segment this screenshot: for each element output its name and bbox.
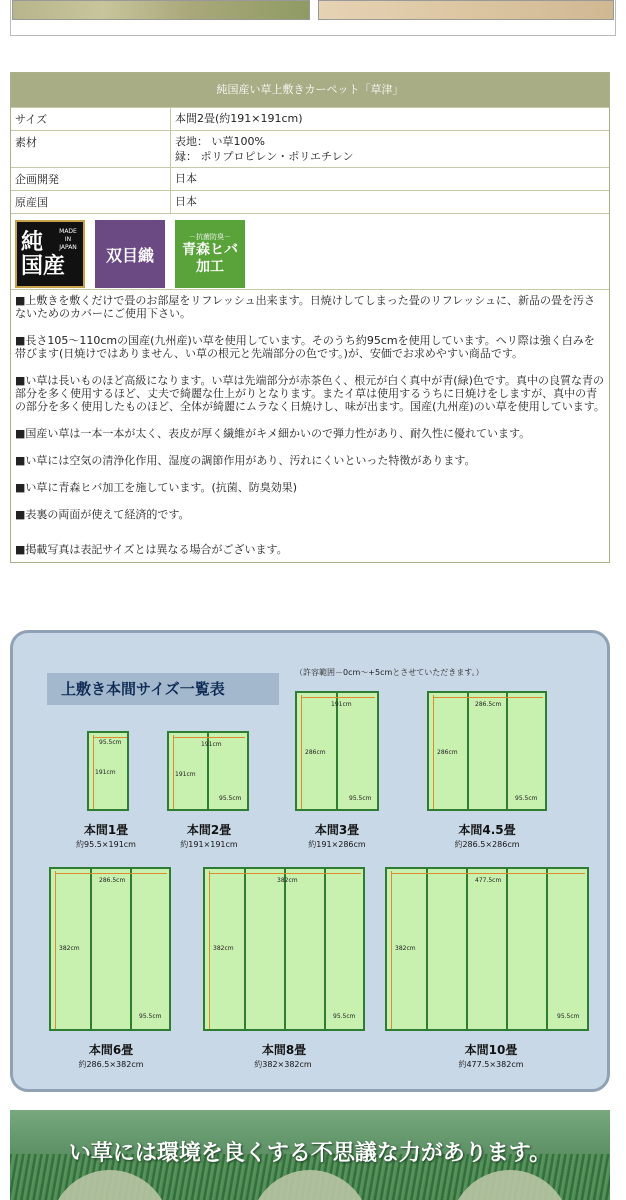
spec-value: 本間2畳(約191×191cm) xyxy=(175,112,303,125)
spec-row-origin xyxy=(11,190,609,213)
dim-arrow xyxy=(55,871,56,1029)
dim-side: 382cm xyxy=(213,945,234,952)
top-photo-strip xyxy=(10,0,616,36)
mat-name: 本間10畳 xyxy=(464,1043,518,1057)
dim-arrow xyxy=(93,737,127,738)
spec-value: 日本 xyxy=(175,195,197,208)
igusa-banner xyxy=(10,1110,610,1200)
description xyxy=(11,289,609,562)
dim-side: 382cm xyxy=(59,945,80,952)
made-in-japan-badge xyxy=(15,220,85,288)
mat-name: 本間3畳 xyxy=(314,823,360,837)
mat-4-5jo xyxy=(427,691,547,811)
material-edge: 縁： ポリプロピレン・ポリエチレン xyxy=(175,150,354,163)
dim-bottom: 95.5cm xyxy=(333,1013,356,1020)
dim-side: 382cm xyxy=(395,945,416,952)
dim-arrow xyxy=(55,873,167,874)
dim-top: 477.5cm xyxy=(475,877,502,884)
mat-seam xyxy=(244,869,246,1029)
mat-size: 約286.5×286cm xyxy=(454,840,520,849)
mat-name: 本間4.5畳 xyxy=(458,823,516,837)
badge-hiba-line1: 青森ヒバ xyxy=(182,242,238,258)
dim-top: 286.5cm xyxy=(475,701,502,708)
spec-value: 日本 xyxy=(175,172,197,185)
mat-size: 約286.5×382cm xyxy=(78,1060,144,1069)
desc-paragraph: ■掲載写真は表記サイズとは異なる場合がございます。 xyxy=(15,543,288,556)
dim-side: 286cm xyxy=(437,749,458,756)
mat-name: 本間2畳 xyxy=(186,823,232,837)
dim-bottom: 95.5cm xyxy=(139,1013,162,1020)
badge-row xyxy=(11,213,609,289)
mat-name: 本間8畳 xyxy=(261,1043,307,1057)
desc-paragraph: ■い草は長いものほど高級になります。い草は先端部分が赤茶色く、根元が白く真中が青(緑)色です。真中の良質な青の部分を多く使用するほど、丈夫で綺麗な仕上がりとなります。またイ草は使用するうちに日焼けをしますが、真中の青の部分を多く使用したものほど、全体が綺麗にムラなく日焼けし、味が出ます。国産(九州産)のい草を使用しています。 xyxy=(15,374,605,413)
dim-side: 286cm xyxy=(305,749,326,756)
spec-key: 原産国 xyxy=(11,191,171,213)
dim-arrow xyxy=(301,697,375,698)
dim-arrow xyxy=(173,737,245,738)
dim-side: 191cm xyxy=(175,771,196,778)
mat-size: 約95.5×191cm xyxy=(76,840,136,849)
dim-arrow xyxy=(209,873,361,874)
mat-seam xyxy=(90,869,92,1029)
dim-height: 191cm xyxy=(95,769,116,776)
dim-arrow xyxy=(391,873,585,874)
mat-name: 本間1畳 xyxy=(83,823,129,837)
dim-arrow xyxy=(391,871,392,1029)
mat-size: 約191×286cm xyxy=(308,840,366,849)
spec-row-planning xyxy=(11,167,609,190)
badge-made-in-japan: MADE IN JAPAN xyxy=(59,228,77,251)
badge-hiba-line2: 加工 xyxy=(196,259,224,275)
hiba-treatment-badge xyxy=(175,220,245,288)
dim-arrow xyxy=(173,735,174,809)
photo-frame xyxy=(10,0,616,36)
dim-bottom: 95.5cm xyxy=(515,795,538,802)
mat-size: 約477.5×382cm xyxy=(458,1060,524,1069)
mat-10jo xyxy=(385,867,589,1031)
mat-3jo xyxy=(295,691,379,811)
mat-2jo xyxy=(167,731,249,811)
desc-paragraph: ■表裏の両面が使えて経済的です。 xyxy=(15,508,190,521)
dim-arrow xyxy=(93,735,94,809)
desc-paragraph: ■い草に青森ヒバ加工を施しています。(抗菌、防臭効果) xyxy=(15,481,298,494)
material-face: 表地： い草100% xyxy=(175,135,265,148)
size-chart-panel xyxy=(10,630,610,1092)
mat-seam xyxy=(426,869,428,1029)
dim-bottom: 95.5cm xyxy=(557,1013,580,1020)
mat-size: 約191×191cm xyxy=(180,840,238,849)
spec-value xyxy=(171,131,609,167)
spec-table xyxy=(10,72,610,563)
desc-paragraph: ■い草には空気の清浄化作用、湿度の調節作用があり、汚れにくいといった特徴があります。 xyxy=(15,454,476,467)
mat-seam xyxy=(506,693,508,809)
dim-top: 286.5cm xyxy=(99,877,126,884)
tolerance-note: （許容範囲－0cm～+5cmとさせていただきます。） xyxy=(295,668,484,677)
desc-paragraph: ■国産い草は一本一本が太く、表皮が厚く繊維がキメ細かいので弾力性があり、耐久性に優れています。 xyxy=(15,427,531,440)
mat-name: 本間6畳 xyxy=(88,1043,134,1057)
spec-key: サイズ xyxy=(11,108,171,130)
mat-seam xyxy=(130,869,132,1029)
badge-domestic-text: 純 国産 xyxy=(20,229,65,279)
mat-size: 約382×382cm xyxy=(254,1060,312,1069)
spec-row-material xyxy=(11,130,609,167)
spec-key: 素材 xyxy=(11,131,171,167)
dim-top: 382cm xyxy=(277,877,298,884)
dim-bottom: 95.5cm xyxy=(349,795,372,802)
spec-row-size xyxy=(11,107,609,130)
dim-arrow xyxy=(301,695,302,809)
mat-seam xyxy=(466,869,468,1029)
mat-seam xyxy=(336,693,338,809)
size-chart-title: 上敷き本間サイズ一覧表 xyxy=(47,673,279,705)
dim-arrow xyxy=(433,697,543,698)
mat-6jo xyxy=(49,867,171,1031)
dim-width: 95.5cm xyxy=(99,739,122,746)
mat-seam xyxy=(324,869,326,1029)
badge-antibacterial: －抗菌防臭－ xyxy=(189,233,231,241)
spec-key: 企画開発 xyxy=(11,168,171,190)
mat-seam xyxy=(546,869,548,1029)
spec-title: 純国産い草上敷きカーペット「草津」 xyxy=(11,73,609,107)
banner-heading: い草には環境を良くする不思議な力があります。 xyxy=(68,1141,552,1166)
desc-paragraph: ■長さ105～110cmの国産(九州産)い草を使用しています。そのうち約95cmを使用しています。ヘリ際は強く白みを帯びます(日焼けではありません、い草の根元と先端部分の色です。)が、安価でお求めやすい商品です。 xyxy=(15,334,595,360)
mat-8jo xyxy=(203,867,365,1031)
mat-1jo xyxy=(87,731,129,811)
mat-seam xyxy=(284,869,286,1029)
dim-top: 191cm xyxy=(331,701,352,708)
dim-bottom: 95.5cm xyxy=(219,795,242,802)
mat-seam xyxy=(506,869,508,1029)
desc-paragraph: ■上敷きを敷くだけで畳のお部屋をリフレッシュ出来ます。日焼けしてしまった畳のリフレッシュに、新品の畳を汚さないためのカバーにご使用下さい。 xyxy=(15,294,595,320)
double-weave-badge: 双目織 xyxy=(95,220,165,288)
mat-seam xyxy=(467,693,469,809)
dim-arrow xyxy=(433,695,434,809)
dim-top: 191cm xyxy=(201,741,222,748)
dim-arrow xyxy=(209,871,210,1029)
